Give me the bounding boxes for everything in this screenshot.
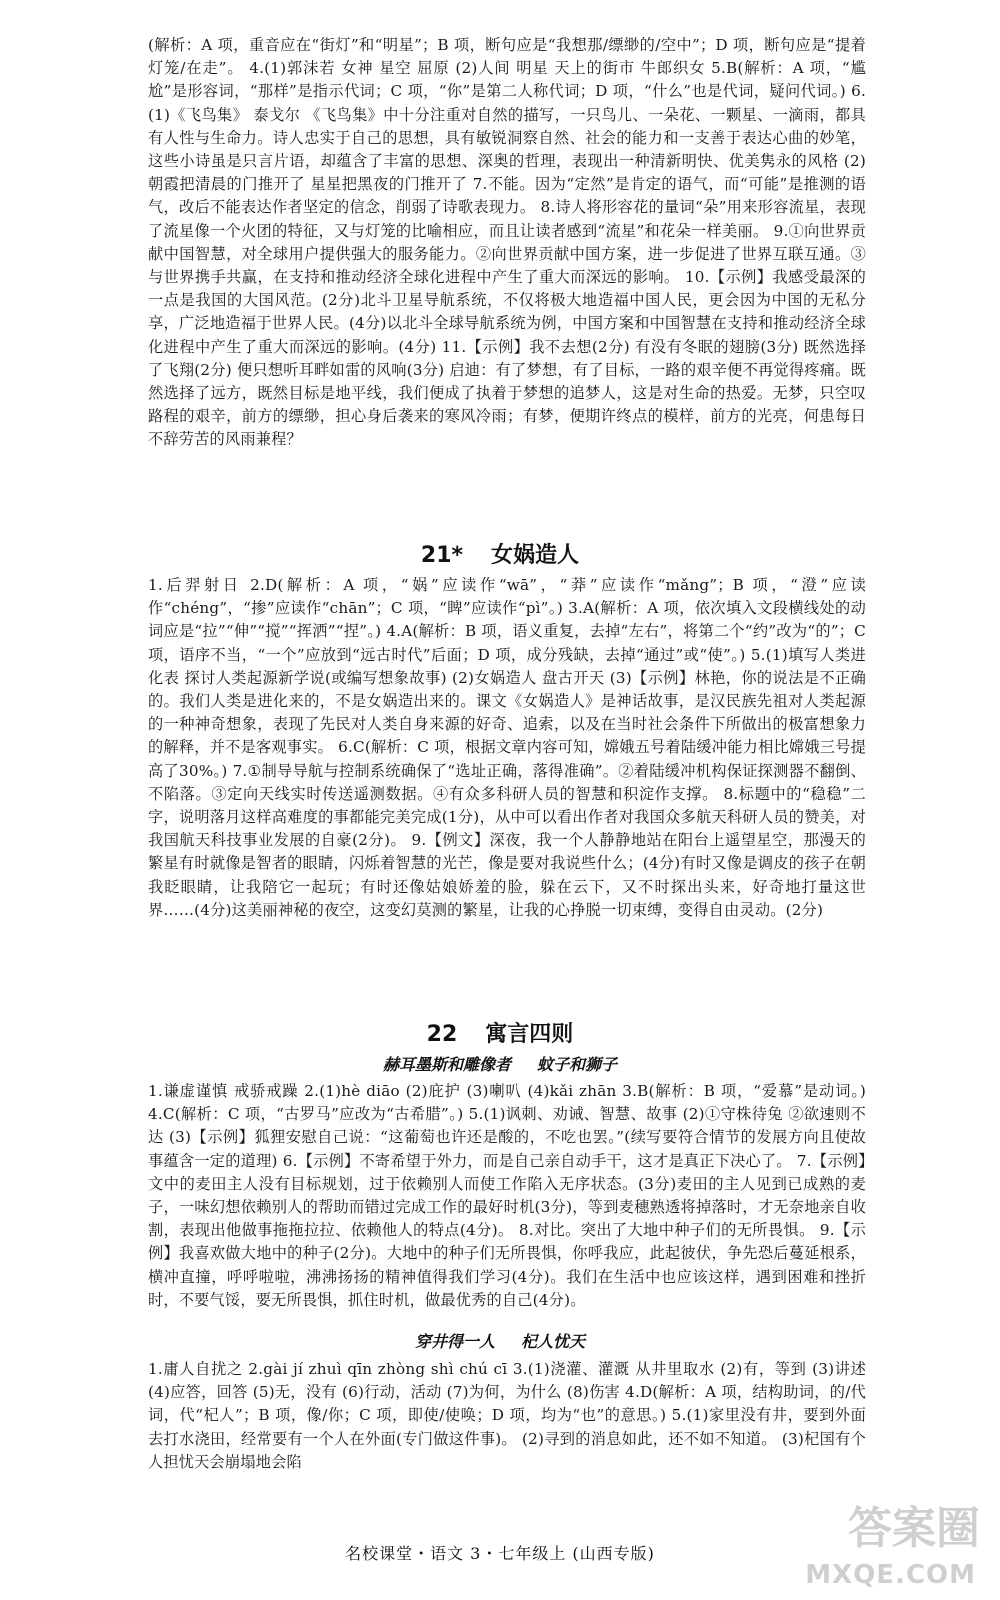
lesson-title-text: 女娲造人: [491, 543, 580, 568]
fable-title: 赫耳墨斯和雕像者: [382, 1055, 511, 1074]
fable-title: 杞人忧天: [521, 1332, 586, 1351]
lesson-22-title: [0, 1020, 1000, 1050]
answer-block-fables-2: [148, 1358, 866, 1474]
answer-paragraph: 1.庸人自扰之 2.gài jí zhuì qīn zhòng shì chú cī 3.(1)浇灌、灌溉 从井里取水 (2)有，等到 (3)讲述 (4)应答，回答 (5)无，没有 (6)行动，活动 (7)为何，为什么 (8)伤害 4.D(解析：A 项，结构助词，的/代词，代“杞人”；B 项，像/你；C 项，即使/使唤；D 项，均为“也”的意思。) 5.(1)家里没有井，要到外面去打水浇田，经常要有一个人在外面(专门做这件事)。 (2)寻到的消息如此，还不如不知道。 (3)杞国有个人担忧天会崩塌地会陷: [148, 1360, 866, 1471]
page-footer: 名校课堂・语文 3・七年级上 (山西专版): [345, 1544, 655, 1563]
fable-subtitle-2: [0, 1330, 1000, 1354]
answer-paragraph: (解析：A 项，重音应在“街灯”和“明星”；B 项，断句应是“我想那/缥缈的/空中”；D 项，断句应是“提着灯笼/在走”。 4.(1)郭沫若 女神 星空 屈原 (2)人间 明星 天上的街市 牛郎织女 5.B(解析：A 项，“尴尬”是形容词，“那样”是指示代词；C 项，“你”是第二人称代词；D 项，“什么”也是代词，疑问代词。) 6.(1)《飞鸟集》 泰戈尔 《飞鸟集》中十分注重对自然的描写，一只鸟儿、一朵花、一颗星、一滴雨，都具有人性与生命力。诗人忠实于自己的思想，具有敏锐洞察自然、社会的能力和一支善于表达心曲的妙笔，这些小诗虽是只言片语，却蕴含了丰富的思想、深奥的哲理，表现出一种清新明快、优美隽永的风格 (2)朝霞把清晨的门推开了 星星把黑夜的门推开了 7.不能。因为“定然”是肯定的语气，而“可能”是推测的语气，改后不能表达作者坚定的信念，削弱了诗歌表现力。 8.诗人将形容花的量词“朵”用来形容流星，表现了流星像一个火团的特征，又与灯笼的比喻相应，而且让读者感到“流星”和花朵一样美丽。 9.①向世界贡献中国智慧，对全球用户提供强大的服务能力。②向世界贡献中国方案，进一步促进了世界互联互通。③与世界携手共赢，在支持和推动经济全球化进程中产生了重大而深远的影响。 10.【示例】我感受最深的一点是我国的大国风范。(2分)北斗卫星导航系统，不仅将极大地造福中国人民，更会因为中国的无私分享，广泛地造福于世界人民。(4分)以北斗全球导航系统为例，中国方案和中国智慧在支持和推动经济全球化进程中产生了重大而深远的影响。(4分) 11.【示例】我不去想(2分) 有没有冬眠的翅膀(3分) 既然选择了飞翔(2分) 便只想听耳畔如雷的风响(3分) 启迪：有了梦想，有了目标，一路的艰辛便不再觉得疼痛。既然选择了远方，既然目标是地平线，我们便成了执着于梦想的追梦人，这是对生命的热爱。无梦，只空叹路程的艰辛，前方的缥缈，担心身后袭来的寒风冷雨；有梦，便期许终点的模样，前方的光亮，何患每日不辞劳苦的风雨兼程？: [148, 36, 866, 449]
answer-block-lesson20: [148, 34, 866, 452]
lesson-number: 21*: [420, 543, 464, 568]
answer-block-fables-1: [148, 1080, 866, 1312]
lesson-21-title: [0, 541, 1000, 571]
lesson-title-text: 寓言四则: [485, 1022, 574, 1047]
lesson-number: 22: [426, 1022, 458, 1047]
watermark-url: MXQE.COM: [805, 1560, 976, 1590]
fable-title: 穿井得一人: [414, 1332, 495, 1351]
answer-block-lesson21: [148, 574, 866, 922]
fable-title: 蚊子和狮子: [537, 1055, 618, 1074]
watermark-logo: [770, 1500, 980, 1590]
answer-paragraph: 1.谦虚谨慎 戒骄戒躁 2.(1)hè diāo (2)庇护 (3)喇叭 (4)kǎi zhān 3.B(解析：B 项，“爱慕”是动词。) 4.C(解析：C 项，“古罗马”应改为“古希腊”。) 5.(1)讽刺、劝诫、智慧、故事 (2)①守株待兔 ②欲速则不达 (3)【示例】狐狸安慰自己说：“这葡萄也许还是酸的，不吃也罢。”(续写要符合情节的发展方向且使故事蕴含一定的道理) 6.【示例】不寄希望于外力，而是自己亲自动手干，这才是真正下决心了。 7.【示例】文中的麦田主人没有目标规划，过于依赖别人而使工作陷入无序状态。(3分)麦田的主人见到已成熟的麦子，一味幻想依赖别人的帮助而错过完成工作的最好时机(3分)，等到麦穗熟透将掉落时，才无奈地亲自收割，表现出他做事拖拖拉拉、依赖他人的特点(4分)。 8.对比。突出了大地中种子们的无所畏惧。 9.【示例】我喜欢做大地中的种子(2分)。大地中的种子们无所畏惧，你呼我应，此起彼伏，争先恐后蔓延根系，横冲直撞，呼呼啦啦，沸沸扬扬的精神值得我们学习(4分)。我们在生活中也应该这样，遇到困难和挫折时，不要气馁，要无所畏惧，抓住时机，做最优秀的自己(4分)。: [148, 1082, 866, 1309]
watermark-mark: 答案圈: [848, 1503, 980, 1554]
fable-subtitle-1: [0, 1053, 1000, 1077]
answer-paragraph: 1.后羿射日 2.D(解析：A 项，“娲”应读作“wā”，“莽”应读作“mǎng”；B 项，“澄”应读作“chéng”，“掺”应读作“chān”；C 项，“睥”应读作“pì”。) 3.A(解析：A 项，依次填入文段横线处的动词应是“拉”“伸”“搅”“挥洒”“捏”。) 4.A(解析：B 项，语义重复，去掉“左右”，将第二个“约”改为“的”；C 项，语序不当，“一个”应放到“远古时代”后面；D 项，成分残缺，去掉“通过”或“使”。) 5.(1)填写人类进化表 探讨人类起源新学说(或编写想象故事) (2)女娲造人 盘古开天 (3)【示例】林艳，你的说法是不正确的。我们人类是进化来的，不是女娲造出来的。课文《女娲造人》是神话故事，是汉民族先祖对人类起源的一种神奇想象，表现了先民对人类自身来源的好奇、追索，以及在当时社会条件下所做出的极富想象力的解释，并不是客观事实。 6.C(解析：C 项，根据文章内容可知，嫦娥五号着陆缓冲能力相比嫦娥三号提高了30%。) 7.①制导导航与控制系统确保了“选址正确，落得准确”。②着陆缓冲机构保证探测器不翻倒、不陷落。③定向天线实时传送遥测数据。④有众多科研人员的智慧和积淀作支撑。 8.标题中的“稳稳”二字，说明落月这样高难度的事都能完美完成(1分)，从中可以看出作者对我国众多航天科研人员的赞美，对我国航天科技事业发展的自豪(2分)。 9.【例文】深夜，我一个人静静地站在阳台上遥望星空，那漫天的繁星有时就像是智者的眼睛，闪烁着智慧的光芒，像是要对我说些什么；(4分)有时又像是调皮的孩子在朝我眨眼睛，让我陪它一起玩；有时还像姑娘娇羞的脸，躲在云下，又不时探出头来，好奇地打量这世界……(4分)这美丽神秘的夜空，这变幻莫测的繁星，让我的心挣脱一切束缚，变得自由灵动。(2分): [148, 576, 866, 919]
